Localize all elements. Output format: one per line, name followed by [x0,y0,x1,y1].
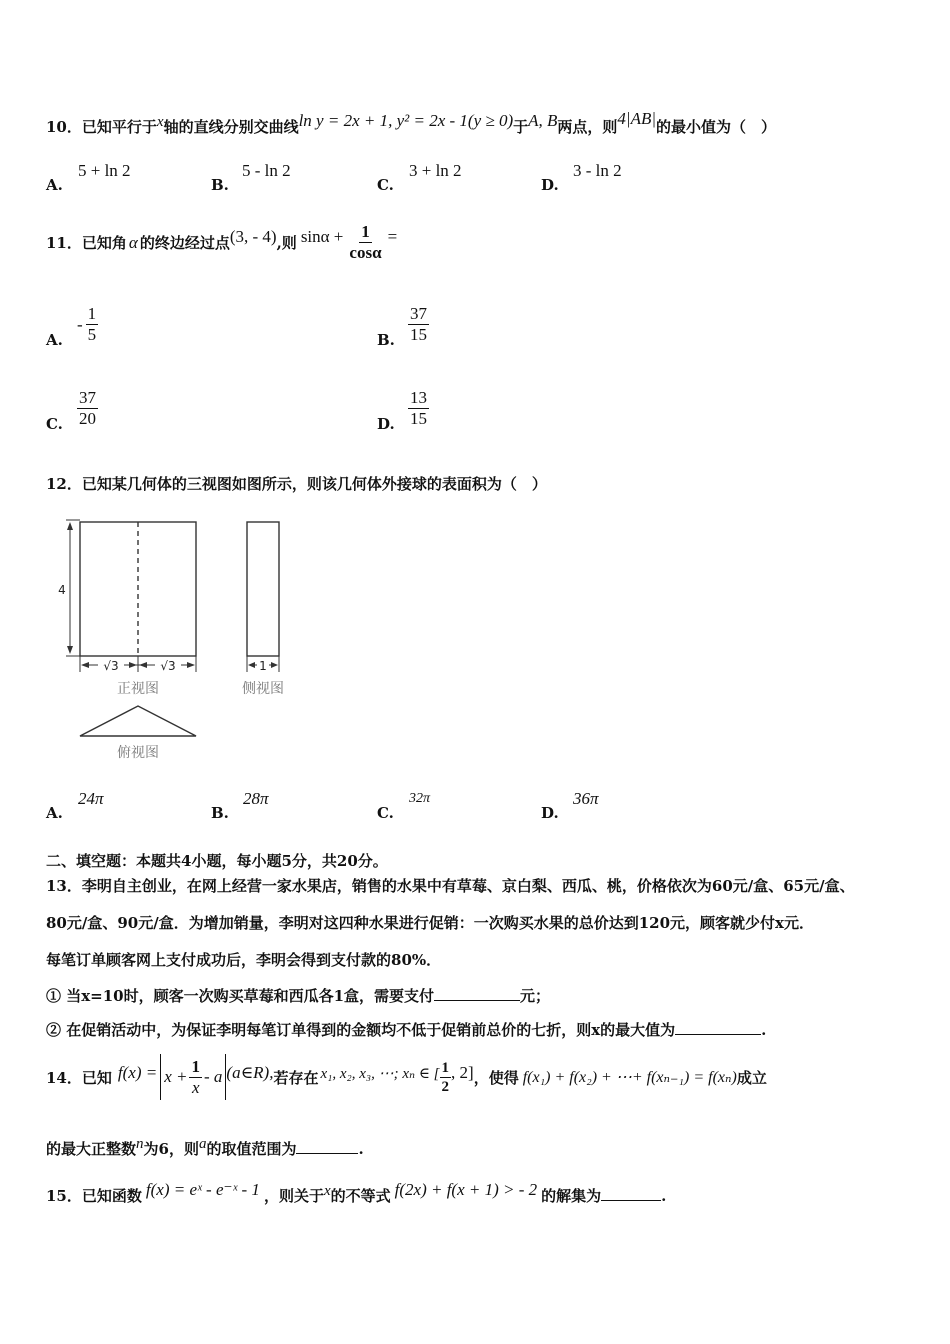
q14-sequence: x₁, x₂, x₃, ⋯; xₙ ∈ [ [320,1065,440,1082]
q11-option-b-value: $\frac{37}{15}$ [410,304,427,344]
q11-option-d-value: $\frac{13}{15}$ [410,388,427,428]
q10-option-c-value: 3 + ln 2 [409,161,462,180]
q12-stem: 12．已知某几何体的三视图如图所示，则该几何体外接球的表面积为（ ） [46,475,547,493]
sqrt3-left-label: √3 [103,659,119,673]
q11-number: 11． [46,234,82,252]
front-view-caption: 正视图 [117,681,159,697]
sqrt3-right-label: √3 [160,659,176,673]
q12-number: 12． [46,475,82,493]
q10-option-a-label: A. [46,176,63,194]
q10-curves: ln y = 2x + 1, y² = 2x - 1(y ≥ 0) [298,111,514,130]
side-view-rect [247,522,279,656]
q11-option-d-label: D. [377,415,395,433]
q11-option-c-label: C. [46,415,63,433]
q10-option-c-label: C. [377,176,394,194]
q11-option-c-value: $\frac{37}{20}$ [79,388,96,428]
q14-number: 14． [46,1068,82,1087]
q10-option-b-value: 5 - ln 2 [242,161,291,180]
height-label: 4 [58,583,66,597]
q15-stem: 15．已知函数 f(x) = eˣ - e⁻ˣ - 1 ，则关于x的不等式 f(2x) + f(x + 1) > - 2 的解集为 . [46,1180,667,1205]
q14-abs: x + $\frac{1}{x}$ - a [160,1054,226,1100]
q12-option-b-label: B. [211,804,229,822]
q13-line-3: 每笔订单顾客网上支付成功后，李明会得到支付款的80%． [46,951,442,969]
q10-number: 10． [46,118,82,136]
q12-option-c-label: C. [377,804,394,822]
q12-option-a-label: A. [46,804,63,822]
q13-line-4: ① 当x=10时，顾客一次购买草莓和西瓜各1盒，需要支付 元； [46,987,551,1005]
q15-number: 15． [46,1187,82,1205]
q10-option-d-value: 3 - ln 2 [573,161,622,180]
q10-stem: 10．已知平行于x轴的直线分别交曲线ln y = 2x + 1, y² = 2x - 1(y ≥ 0)于A, B两点，则4|AB|的最小值为（ ） [46,109,777,136]
q11-fraction: $\frac{1}{\cos\alpha}$ [349,222,382,262]
q14-blank[interactable] [296,1153,358,1154]
top-view-triangle [80,706,196,736]
q10-option-a-value: 5 + ln 2 [78,161,131,180]
q11-option-b-label: B. [377,331,395,349]
q13-line-1: 13．李明自主创业，在网上经营一家水果店，销售的水果中有草莓、京白梨、西瓜、桃，价格依次为60元/盒、65元/盒、 [46,877,855,895]
q12-option-b-value: 28π [243,789,269,808]
q13-line-5: ② 在促销活动中，为保证李明每笔订单得到的金额均不低于促销前总价的七折，则x的最大值为 . [46,1021,767,1039]
q13-line-2: 80元/盒、90元/盒．为增加销量，李明对这四种水果进行促销：一次购买水果的总价达到120元，顾客就少付x元． [46,914,814,932]
top-view-caption: 俯视图 [117,745,159,761]
q13-blank-1[interactable] [434,1000,520,1001]
q14-equation: f(x₁) + f(x₂) + ⋯+ f(xₙ₋₁) = f(xₙ) [522,1069,737,1086]
q12-option-a-value: 24π [78,789,104,808]
q12-option-d-value: 36π [573,789,599,808]
q15-inequality: f(2x) + f(x + 1) > - 2 [394,1180,538,1199]
q12-option-c-value: 32π [409,791,431,806]
side-width-label: 1 [259,659,267,673]
side-view-caption: 侧视图 [242,681,284,697]
q10-option-d-label: D. [541,176,559,194]
q10-option-b-label: B. [211,176,229,194]
q11-point: (3, - 4) [229,226,277,246]
q11-option-a-label: A. [46,331,63,349]
q12-option-d-label: D. [541,804,559,822]
q11-stem: 11． 已知角 α 的终边经过点 (3, - 4) ,则 sinα + $\frac{1}{\cos\alpha}$ = [46,222,398,262]
q14-line-2: 的最大正整数n为6，则a的取值范围为 . [46,1136,364,1158]
q15-function: f(x) = eˣ - e⁻ˣ - 1 [145,1180,260,1199]
q10-expr: 4|AB| [617,109,657,128]
q15-blank[interactable] [601,1200,661,1201]
q13-blank-2[interactable] [675,1034,761,1035]
q14-stem: 14． 已知 f(x) = x + $\frac{1}{x}$ - a (a∈R), 若存在 x₁, x₂, x₃, ⋯; xₙ ∈ [ $\frac{1}{2}$ , 2] ，使得 f(x₁) + f(x₂) + ⋯+ f(xₙ₋₁) = f(xₙ) 成立 [46,1054,767,1100]
section-heading: 二、填空题：本题共4小题，每小题5分，共20分。 [46,852,388,870]
three-view-figure [50,510,310,770]
q11-option-a-value: - $\frac{1}{5}$ [77,304,97,344]
